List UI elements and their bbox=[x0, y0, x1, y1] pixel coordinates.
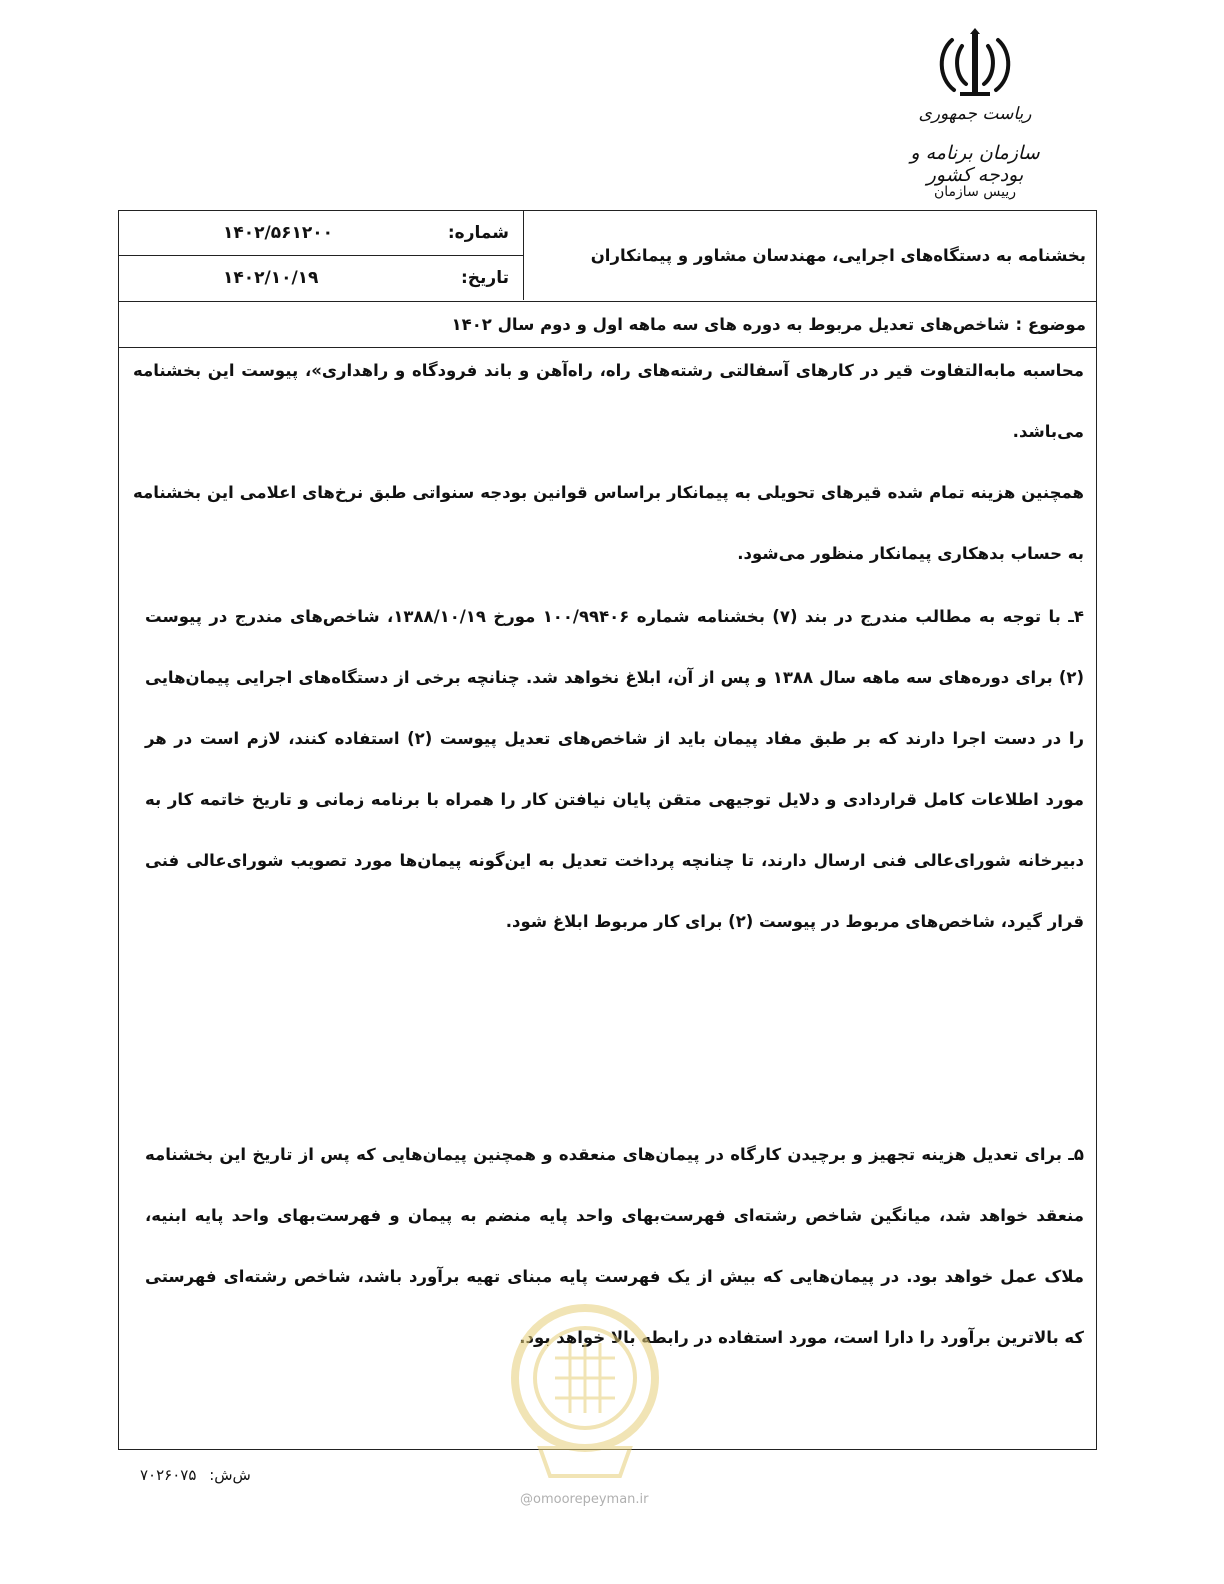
date-label: تاریخ: bbox=[461, 268, 509, 288]
org-line-organization: سازمان برنامه و بودجه کشور bbox=[910, 142, 1040, 186]
org-line-presidency: ریاست جمهوری bbox=[918, 104, 1032, 124]
footer-ref-value: ۷۰۲۶۰۷۵ bbox=[140, 1466, 197, 1484]
letter-body bbox=[119, 348, 1096, 1449]
letter-frame bbox=[118, 210, 1097, 1450]
letter-header bbox=[119, 211, 1096, 302]
org-line-head: رییس سازمان bbox=[934, 184, 1016, 200]
watermark-text: @omoorepeyman.ir bbox=[520, 1492, 649, 1507]
paragraph-2: همچنین هزینه تمام شده قیرهای تحویلی به پیمانکار براساس قوانین بودجه سنواتی طبق نرخ‌های اعلامی این بخشنامه به حساب بدهکاری پیمانکار منظور می‌شود. bbox=[133, 483, 1084, 563]
letter-number bbox=[119, 211, 523, 256]
watermark-logo-icon bbox=[510, 1298, 660, 1484]
subject-text: شاخص‌های تعدیل مربوط به دوره های سه ماهه اول و دوم سال ۱۴۰۲ bbox=[451, 315, 1010, 334]
recipient: بخشنامه به دستگاه‌های اجرایی، مهندسان مشاور و پیمانکاران bbox=[523, 211, 1096, 300]
footer-reference bbox=[140, 1466, 251, 1484]
number-value: ۱۴۰۲/۵۶۱۲۰۰ bbox=[223, 223, 333, 243]
number-label: شماره: bbox=[447, 223, 509, 243]
iran-emblem-icon bbox=[930, 26, 1020, 106]
paragraph-clause-5: ۵ـ برای تعدیل هزینه تجهیز و برچیدن کارگاه در پیمان‌های منعقده و همچنین پیمان‌هایی که پس از تاریخ این بخشنامه منعقد خواهد شد، میانگین شاخص رشته‌ای فهرست‌بهای واحد پایه منضم به پیمان و فهرست‌بهای واحد پایه ابنیه، ملاک عمل خواهد بود. در پیمان‌هایی که بیش از یک فهرست پایه مبنای تهیه برآورد باشد، شاخص رشته‌ای فهرستی که بالاترین برآورد را دارا است، مورد استفاده در رابطه بالا خواهد بود. bbox=[145, 1145, 1084, 1347]
date-value: ۱۴۰۲/۱۰/۱۹ bbox=[223, 268, 319, 288]
letter-date bbox=[119, 256, 523, 300]
paragraph-1: محاسبه مابه‌التفاوت قیر در کارهای آسفالتی رشته‌های راه، راه‌آهن و باند فرودگاه و راهداری»، پیوست این بخشنامه می‌باشد. bbox=[133, 361, 1084, 441]
paragraph-clause-4: ۴ـ با توجه به مطالب مندرج در بند (۷) بخشنامه شماره ۱۰۰/۹۹۴۰۶ مورخ ۱۳۸۸/۱۰/۱۹، شاخص‌های مندرج در پیوست (۲) برای دوره‌های سه ماهه سال ۱۳۸۸ و پس از آن، ابلاغ نخواهد شد. چنانچه برخی از دستگاه‌های اجرایی پیمان‌هایی را در دست اجرا دارند که بر طبق مفاد پیمان باید از شاخص‌های تعدیل پیوست (۲) استفاده کنند، لازم است در هر مورد اطلاعات کامل قراردادی و دلایل توجیهی متقن پایان نیافتن کار را همراه با برنامه زمانی و تاریخ خاتمه کار به دبیرخانه شورای‌عالی فنی ارسال دارند، تا چنانچه پرداخت تعدیل به این‌گونه پیمان‌ها مورد تصویب شورای‌عالی فنی قرار گیرد، شاخص‌های مربوط در پیوست (۲) برای کار مربوط ابلاغ شود. bbox=[145, 607, 1085, 931]
footer-ref-label: ش‌ش: bbox=[209, 1466, 251, 1484]
subject-label: موضوع : bbox=[1015, 315, 1086, 334]
